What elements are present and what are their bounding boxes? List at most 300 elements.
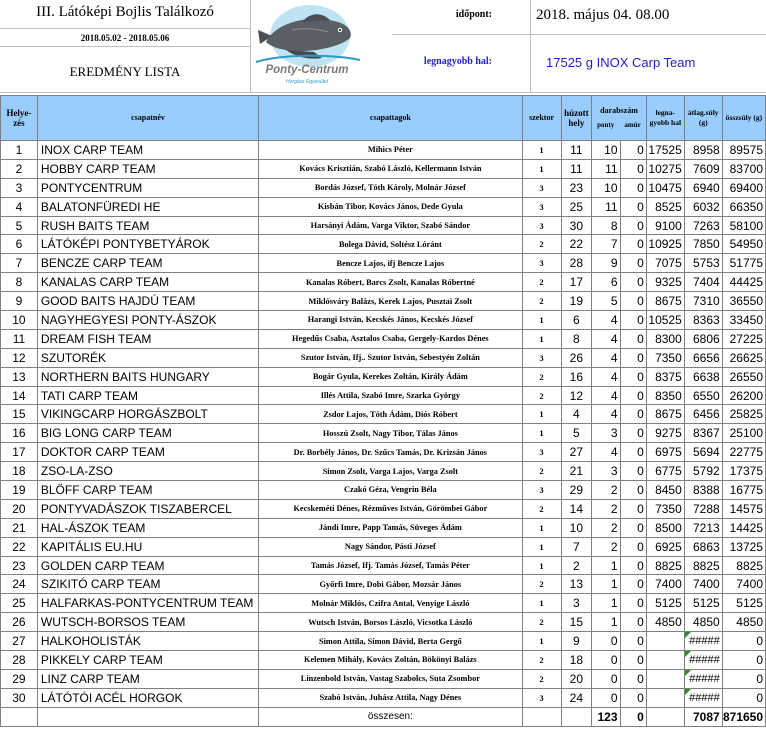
- row-biggest-fish: 8350: [646, 386, 684, 405]
- row-spot: 26: [561, 348, 592, 367]
- row-spot: 22: [561, 235, 592, 254]
- row-sector: 2: [522, 651, 561, 670]
- row-biggest-fish: 8525: [646, 197, 684, 216]
- row-amur-count: 0: [620, 669, 646, 688]
- row-spot: 21: [561, 462, 592, 481]
- row-spot: 17: [561, 273, 592, 292]
- row-team-name: PONTYVADÁSZOK TISZABERCEL: [37, 499, 258, 518]
- row-average-weight: 8363: [684, 311, 722, 330]
- col-header-biggest: legna-gyobb hal: [646, 96, 684, 141]
- row-team-name: DREAM FISH TEAM: [37, 329, 258, 348]
- row-sector: 1: [522, 159, 561, 178]
- row-average-weight: 5694: [684, 443, 722, 462]
- row-carp-count: 4: [592, 405, 620, 424]
- totals-row: [1, 707, 766, 726]
- row-members: Szabó István, Juhász Attila, Nagy Dénes: [259, 688, 522, 707]
- row-spot: 4: [561, 405, 592, 424]
- col-header-avg: átlag.súly (g): [684, 96, 722, 141]
- totals-empty: [522, 707, 561, 726]
- row-carp-count: 4: [592, 311, 620, 330]
- row-members: Kelemen Mihály, Kovács Zoltán, Bökönyi Balázs: [259, 651, 522, 670]
- row-biggest-fish: 8375: [646, 367, 684, 386]
- row-average-weight: 6656: [684, 348, 722, 367]
- row-rank: 14: [1, 386, 38, 405]
- row-sector: 1: [522, 405, 561, 424]
- row-members: Miklósváry Balázs, Kerek Lajos, Pusztai Zsolt: [259, 292, 522, 311]
- row-total-weight: 8825: [722, 556, 765, 575]
- row-team-name: LÁTÓKÉPI PONTYBETYÁROK: [37, 235, 258, 254]
- table-row: [1, 254, 766, 273]
- row-total-weight: 0: [722, 632, 765, 651]
- row-amur-count: 0: [620, 216, 646, 235]
- row-biggest-fish: 4850: [646, 613, 684, 632]
- row-total-weight: 14425: [722, 518, 765, 537]
- competition-dates: 2018.05.02 - 2018.05.06: [80, 33, 170, 43]
- row-carp-count: 1: [592, 575, 620, 594]
- row-average-weight: 8367: [684, 424, 722, 443]
- row-average-weight: #####: [684, 669, 722, 688]
- row-biggest-fish: [646, 688, 684, 707]
- row-total-weight: 0: [722, 651, 765, 670]
- row-members: Mihics Péter: [259, 141, 522, 160]
- row-sector: 3: [522, 216, 561, 235]
- row-total-weight: 17375: [722, 462, 765, 481]
- table-row: [1, 537, 766, 556]
- row-total-weight: 44425: [722, 273, 765, 292]
- ponty-centrum-logo: [252, 0, 362, 92]
- row-rank: 27: [1, 632, 38, 651]
- col-header-sector: szektor: [522, 96, 561, 141]
- row-team-name: LINZ CARP TEAM: [37, 669, 258, 688]
- row-biggest-fish: [646, 632, 684, 651]
- row-members: Harangi István, Kecskés János, Kecskés József: [259, 311, 522, 330]
- row-amur-count: 0: [620, 556, 646, 575]
- row-team-name: VIKINGCARP HORGÁSZBOLT: [37, 405, 258, 424]
- row-biggest-fish: 7400: [646, 575, 684, 594]
- row-amur-count: 0: [620, 254, 646, 273]
- biggest-fish-value: 17525 g INOX Carp Team: [546, 55, 696, 70]
- row-biggest-fish: 6975: [646, 443, 684, 462]
- row-sector: 2: [522, 669, 561, 688]
- row-biggest-fish: 9100: [646, 216, 684, 235]
- row-carp-count: 1: [592, 556, 620, 575]
- row-sector: 2: [522, 613, 561, 632]
- row-carp-count: 4: [592, 443, 620, 462]
- row-carp-count: 1: [592, 613, 620, 632]
- row-carp-count: 5: [592, 292, 620, 311]
- row-members: Simon Attila, Simon Dávid, Berta Gergő: [259, 632, 522, 651]
- row-spot: 2: [561, 556, 592, 575]
- row-spot: 19: [561, 292, 592, 311]
- row-total-weight: 14575: [722, 499, 765, 518]
- logo-text: Ponty-Centrum: [265, 64, 349, 76]
- row-sector: 1: [522, 311, 561, 330]
- row-spot: 15: [561, 613, 592, 632]
- carp-logo-icon: [252, 0, 362, 92]
- row-rank: 22: [1, 537, 38, 556]
- row-rank: 29: [1, 669, 38, 688]
- row-amur-count: 0: [620, 613, 646, 632]
- row-average-weight: 7400: [684, 575, 722, 594]
- row-total-weight: 16775: [722, 481, 765, 500]
- row-amur-count: 0: [620, 518, 646, 537]
- row-spot: 11: [561, 141, 592, 160]
- row-carp-count: 9: [592, 254, 620, 273]
- row-sector: 1: [522, 518, 561, 537]
- row-amur-count: 0: [620, 311, 646, 330]
- col-header-members: csapattagok: [259, 96, 522, 141]
- table-row: [1, 669, 766, 688]
- row-spot: 14: [561, 499, 592, 518]
- row-members: Szutor István, Ifj.. Szutor István, Sebestyén Zoltán: [259, 348, 522, 367]
- row-amur-count: 0: [620, 386, 646, 405]
- row-sector: 1: [522, 329, 561, 348]
- time-label: időpont:: [455, 9, 492, 20]
- row-carp-count: 1: [592, 594, 620, 613]
- row-average-weight: 6456: [684, 405, 722, 424]
- header-row: [1, 96, 766, 141]
- table-row: [1, 688, 766, 707]
- totals-empty: [1, 707, 38, 726]
- row-team-name: BENCZE CARP TEAM: [37, 254, 258, 273]
- row-spot: 5: [561, 424, 592, 443]
- row-sector: 3: [522, 443, 561, 462]
- header-divider: [530, 0, 531, 93]
- competition-title: III. Látóképi Bojlis Találkozó: [36, 4, 214, 20]
- row-members: Kovács Krisztián, Szabó László, Kellermann István: [259, 159, 522, 178]
- table-row: [1, 367, 766, 386]
- row-spot: 10: [561, 518, 592, 537]
- row-team-name: GOOD BAITS HAJDÚ TEAM: [37, 292, 258, 311]
- row-sector: 3: [522, 688, 561, 707]
- row-carp-count: 0: [592, 669, 620, 688]
- row-team-name: HAL-ÁSZOK TEAM: [37, 518, 258, 537]
- row-average-weight: #####: [684, 688, 722, 707]
- row-team-name: HOBBY CARP TEAM: [37, 159, 258, 178]
- row-sector: 2: [522, 367, 561, 386]
- table-row: [1, 273, 766, 292]
- row-members: Bolega Dávid, Soltész Lóránt: [259, 235, 522, 254]
- row-biggest-fish: 10525: [646, 311, 684, 330]
- row-members: Jándi Imre, Papp Tamás, Süveges Ádám: [259, 518, 522, 537]
- row-biggest-fish: [646, 669, 684, 688]
- row-carp-count: 0: [592, 688, 620, 707]
- row-total-weight: 58100: [722, 216, 765, 235]
- row-members: Dr. Borbély János, Dr. Szűcs Tamás, Dr. Krizsán János: [259, 443, 522, 462]
- count-label: darabszám: [600, 106, 638, 115]
- row-amur-count: 0: [620, 235, 646, 254]
- row-average-weight: 5753: [684, 254, 722, 273]
- row-sector: 3: [522, 348, 561, 367]
- row-total-weight: 83700: [722, 159, 765, 178]
- row-average-weight: 4850: [684, 613, 722, 632]
- row-rank: 26: [1, 613, 38, 632]
- row-average-weight: 8388: [684, 481, 722, 500]
- row-biggest-fish: [646, 651, 684, 670]
- row-sector: 1: [522, 141, 561, 160]
- row-total-weight: 4850: [722, 613, 765, 632]
- totals-empty: [37, 707, 258, 726]
- row-biggest-fish: 8450: [646, 481, 684, 500]
- row-team-name: RUSH BAITS TEAM: [37, 216, 258, 235]
- row-biggest-fish: 7075: [646, 254, 684, 273]
- col-header-count: [592, 96, 647, 141]
- row-sector: 2: [522, 386, 561, 405]
- row-spot: 24: [561, 688, 592, 707]
- count-amur-label: amúr: [624, 121, 641, 129]
- row-sector: 1: [522, 424, 561, 443]
- row-spot: 27: [561, 443, 592, 462]
- row-team-name: INOX CARP TEAM: [37, 141, 258, 160]
- row-amur-count: 0: [620, 141, 646, 160]
- totals-average-weight: 7087: [684, 707, 722, 726]
- row-average-weight: 8958: [684, 141, 722, 160]
- row-average-weight: #####: [684, 651, 722, 670]
- row-sector: 2: [522, 499, 561, 518]
- row-rank: 30: [1, 688, 38, 707]
- table-row: [1, 141, 766, 160]
- row-rank: 7: [1, 254, 38, 273]
- row-rank: 15: [1, 405, 38, 424]
- row-amur-count: 0: [620, 405, 646, 424]
- row-biggest-fish: 10275: [646, 159, 684, 178]
- row-rank: 18: [1, 462, 38, 481]
- row-amur-count: 0: [620, 443, 646, 462]
- row-members: Nagy Sándor, Pásti József: [259, 537, 522, 556]
- row-team-name: SZIKITÓ CARP TEAM: [37, 575, 258, 594]
- totals-label: összesen:: [259, 707, 522, 726]
- row-total-weight: 0: [722, 688, 765, 707]
- row-total-weight: 27225: [722, 329, 765, 348]
- row-carp-count: 7: [592, 235, 620, 254]
- row-sector: 3: [522, 178, 561, 197]
- row-spot: 8: [561, 329, 592, 348]
- row-biggest-fish: 8675: [646, 292, 684, 311]
- row-amur-count: 0: [620, 329, 646, 348]
- row-carp-count: 4: [592, 348, 620, 367]
- row-total-weight: 13725: [722, 537, 765, 556]
- table-row: [1, 197, 766, 216]
- row-carp-count: 6: [592, 273, 620, 292]
- col-header-total: összsúly (g): [722, 96, 765, 141]
- row-biggest-fish: 7350: [646, 499, 684, 518]
- row-sector: 2: [522, 235, 561, 254]
- row-sector: 1: [522, 632, 561, 651]
- row-average-weight: 7288: [684, 499, 722, 518]
- row-amur-count: 0: [620, 424, 646, 443]
- row-team-name: BALATONFÜREDI HE: [37, 197, 258, 216]
- row-rank: 4: [1, 197, 38, 216]
- row-amur-count: 0: [620, 688, 646, 707]
- table-row: [1, 443, 766, 462]
- row-rank: 1: [1, 141, 38, 160]
- row-amur-count: 0: [620, 367, 646, 386]
- row-amur-count: 0: [620, 462, 646, 481]
- row-average-weight: 5792: [684, 462, 722, 481]
- row-carp-count: 4: [592, 329, 620, 348]
- row-spot: 20: [561, 669, 592, 688]
- row-spot: 3: [561, 594, 592, 613]
- row-members: Kanalas Róbert, Barcs Zsolt, Kanalas Róbertné: [259, 273, 522, 292]
- results-table: [0, 95, 766, 727]
- row-members: Bencze Lajos, ifj Bencze Lajos: [259, 254, 522, 273]
- row-members: Illés Attila, Szabó Imre, Szarka György: [259, 386, 522, 405]
- row-average-weight: 8825: [684, 556, 722, 575]
- row-rank: 17: [1, 443, 38, 462]
- row-amur-count: 0: [620, 575, 646, 594]
- table-row: [1, 499, 766, 518]
- results-body: [1, 141, 766, 727]
- row-rank: 19: [1, 481, 38, 500]
- table-row: [1, 651, 766, 670]
- row-biggest-fish: 6925: [646, 537, 684, 556]
- row-biggest-fish: 10475: [646, 178, 684, 197]
- header-divider: [0, 28, 250, 29]
- row-average-weight: 7263: [684, 216, 722, 235]
- row-amur-count: 0: [620, 594, 646, 613]
- row-spot: 18: [561, 651, 592, 670]
- row-sector: 2: [522, 292, 561, 311]
- row-rank: 11: [1, 329, 38, 348]
- row-spot: 25: [561, 197, 592, 216]
- row-average-weight: 6940: [684, 178, 722, 197]
- table-row: [1, 159, 766, 178]
- row-members: Tamás József, Ifj. Tamás József, Tamás Péter: [259, 556, 522, 575]
- row-spot: 28: [561, 254, 592, 273]
- row-spot: 6: [561, 311, 592, 330]
- table-row: [1, 613, 766, 632]
- row-amur-count: 0: [620, 159, 646, 178]
- row-amur-count: 0: [620, 292, 646, 311]
- row-amur-count: 0: [620, 651, 646, 670]
- table-row: [1, 386, 766, 405]
- row-team-name: KANALAS CARP TEAM: [37, 273, 258, 292]
- row-sector: 3: [522, 197, 561, 216]
- table-row: [1, 348, 766, 367]
- header-divider: [392, 34, 766, 35]
- row-rank: 6: [1, 235, 38, 254]
- row-members: Kecskeméti Dénes, Rézműves István, Görömbei Gábor: [259, 499, 522, 518]
- row-team-name: PIKKELY CARP TEAM: [37, 651, 258, 670]
- row-spot: 7: [561, 537, 592, 556]
- row-members: Zsdor Lajos, Tóth Ádám, Diós Róbert: [259, 405, 522, 424]
- header-divider: [0, 46, 250, 47]
- row-carp-count: 11: [592, 159, 620, 178]
- row-members: Győrfi Imre, Dobi Gábor, Mozsár János: [259, 575, 522, 594]
- row-average-weight: 7310: [684, 292, 722, 311]
- row-rank: 2: [1, 159, 38, 178]
- row-rank: 10: [1, 311, 38, 330]
- row-average-weight: 6032: [684, 197, 722, 216]
- row-total-weight: 69400: [722, 178, 765, 197]
- row-total-weight: 89575: [722, 141, 765, 160]
- row-total-weight: 36550: [722, 292, 765, 311]
- row-carp-count: 3: [592, 424, 620, 443]
- row-average-weight: 6806: [684, 329, 722, 348]
- row-biggest-fish: 8675: [646, 405, 684, 424]
- table-row: [1, 632, 766, 651]
- totals-empty: [646, 707, 684, 726]
- row-members: Linzenbold István, Vastag Szabolcs, Suta Zsombor: [259, 669, 522, 688]
- col-header-spot: húzott hely: [561, 96, 592, 141]
- row-biggest-fish: 9325: [646, 273, 684, 292]
- row-sector: 2: [522, 273, 561, 292]
- row-team-name: DOKTOR CARP TEAM: [37, 443, 258, 462]
- header-divider: [250, 0, 251, 93]
- row-members: Bordás József, Tóth Károly, Molnár József: [259, 178, 522, 197]
- row-carp-count: 0: [592, 651, 620, 670]
- row-average-weight: 6638: [684, 367, 722, 386]
- row-rank: 5: [1, 216, 38, 235]
- row-average-weight: 5125: [684, 594, 722, 613]
- row-carp-count: 2: [592, 518, 620, 537]
- row-carp-count: 11: [592, 197, 620, 216]
- row-carp-count: 4: [592, 386, 620, 405]
- row-spot: 30: [561, 216, 592, 235]
- row-team-name: ZSO-LA-ZSO: [37, 462, 258, 481]
- row-rank: 24: [1, 575, 38, 594]
- row-sector: 1: [522, 556, 561, 575]
- table-row: [1, 178, 766, 197]
- logo-subtext: Horgász Egyesület: [286, 79, 328, 85]
- totals-amur-count: 0: [620, 707, 646, 726]
- row-total-weight: 66350: [722, 197, 765, 216]
- row-rank: 25: [1, 594, 38, 613]
- row-amur-count: 0: [620, 537, 646, 556]
- table-row: [1, 462, 766, 481]
- row-spot: 9: [561, 632, 592, 651]
- row-team-name: KAPITÁLIS EU.HU: [37, 537, 258, 556]
- row-biggest-fish: 8825: [646, 556, 684, 575]
- row-sector: 1: [522, 594, 561, 613]
- row-team-name: TATI CARP TEAM: [37, 386, 258, 405]
- col-header-rank: Helye-zés: [1, 96, 38, 141]
- row-total-weight: 26625: [722, 348, 765, 367]
- table-row: [1, 235, 766, 254]
- row-rank: 9: [1, 292, 38, 311]
- row-amur-count: 0: [620, 273, 646, 292]
- table-row: [1, 329, 766, 348]
- row-rank: 8: [1, 273, 38, 292]
- row-spot: 23: [561, 178, 592, 197]
- header-divider: [0, 92, 766, 93]
- row-team-name: SZUTORÉK: [37, 348, 258, 367]
- row-sector: 3: [522, 481, 561, 500]
- table-row: [1, 518, 766, 537]
- table-row: [1, 424, 766, 443]
- time-value: 2018. május 04. 08.00: [536, 7, 670, 23]
- row-carp-count: 4: [592, 367, 620, 386]
- row-rank: 13: [1, 367, 38, 386]
- row-total-weight: 25100: [722, 424, 765, 443]
- row-team-name: LÁTÓTÓI ACÉL HORGOK: [37, 688, 258, 707]
- row-team-name: HALFARKAS-PONTYCENTRUM TEAM: [37, 594, 258, 613]
- row-members: Kisbán Tibor, Kovács János, Dede Gyula: [259, 197, 522, 216]
- results-list-title: EREDMÉNY LISTA: [69, 64, 181, 79]
- row-rank: 20: [1, 499, 38, 518]
- row-carp-count: 0: [592, 632, 620, 651]
- row-biggest-fish: 8500: [646, 518, 684, 537]
- row-team-name: GOLDEN CARP TEAM: [37, 556, 258, 575]
- row-total-weight: 54950: [722, 235, 765, 254]
- row-members: Wutsch István, Borsos László, Vicsotka László: [259, 613, 522, 632]
- row-amur-count: 0: [620, 197, 646, 216]
- table-row: [1, 594, 766, 613]
- row-average-weight: 7850: [684, 235, 722, 254]
- row-members: Molnár Miklós, Czifra Antal, Venyige László: [259, 594, 522, 613]
- row-total-weight: 22775: [722, 443, 765, 462]
- row-carp-count: 10: [592, 141, 620, 160]
